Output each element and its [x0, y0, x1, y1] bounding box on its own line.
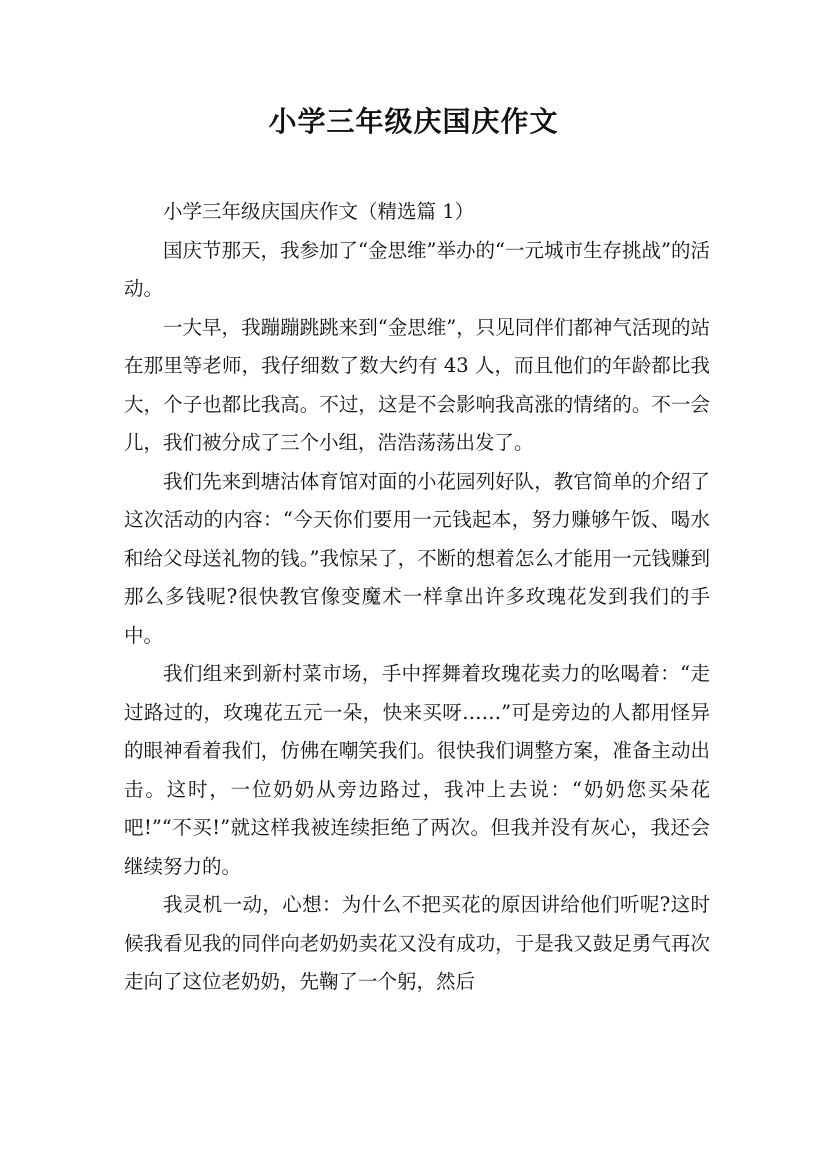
paragraph: 我们先来到塘沽体育馆对面的小花园列好队，教官简单的介绍了这次活动的内容：“今天你们要用一元钱起本，努力赚够午饭、喝水和给父母送礼物的钱。”我惊呆了，不断的想着怎么才能用一元钱赚到那么多钱呢?很快教官像变魔术一样拿出许多玫瑰花发到我们的手中。 [124, 469, 710, 647]
document-body [124, 193, 710, 1002]
paragraph: 我灵机一动，心想：为什么不把买花的原因讲给他们听呢?这时候我看见我的同伴向老奶奶卖花又没有成功，于是我又鼓足勇气再次走向了这位老奶奶，先鞠了一个躬，然后 [124, 893, 710, 993]
document-title: 小学三年级庆国庆作文 [268, 105, 559, 138]
article-subheading: 小学三年级庆国庆作文（精选篇 1） [163, 200, 475, 223]
paragraph: 一大早，我蹦蹦跳跳来到“金思维”，只见同伴们都神气活现的站在那里等老师，我仔细数了数大约有 43 人，而且他们的年龄都比我大，个子也都比我高。不过，这是不会影响我高涨的情绪的。不一会儿，我们被分成了三个小组，浩浩荡荡出发了。 [124, 315, 710, 454]
paragraph: 我们组来到新村菜市场，手中挥舞着玫瑰花卖力的吆喝着：“走过路过的，玫瑰花五元一朵，快来买呀……”可是旁边的人都用怪异的眼神看着我们，仿佛在嘲笑我们。很快我们调整方案，准备主动出击。这时，一位奶奶从旁边路过，我冲上去说：“奶奶您买朵花吧!”“不买!”就这样我被连续拒绝了两次。但我并没有灰心，我还会继续努力的。 [124, 662, 710, 878]
paragraph: 国庆节那天，我参加了“金思维”举办的“一元城市生存挑战”的活动。 [124, 238, 710, 300]
